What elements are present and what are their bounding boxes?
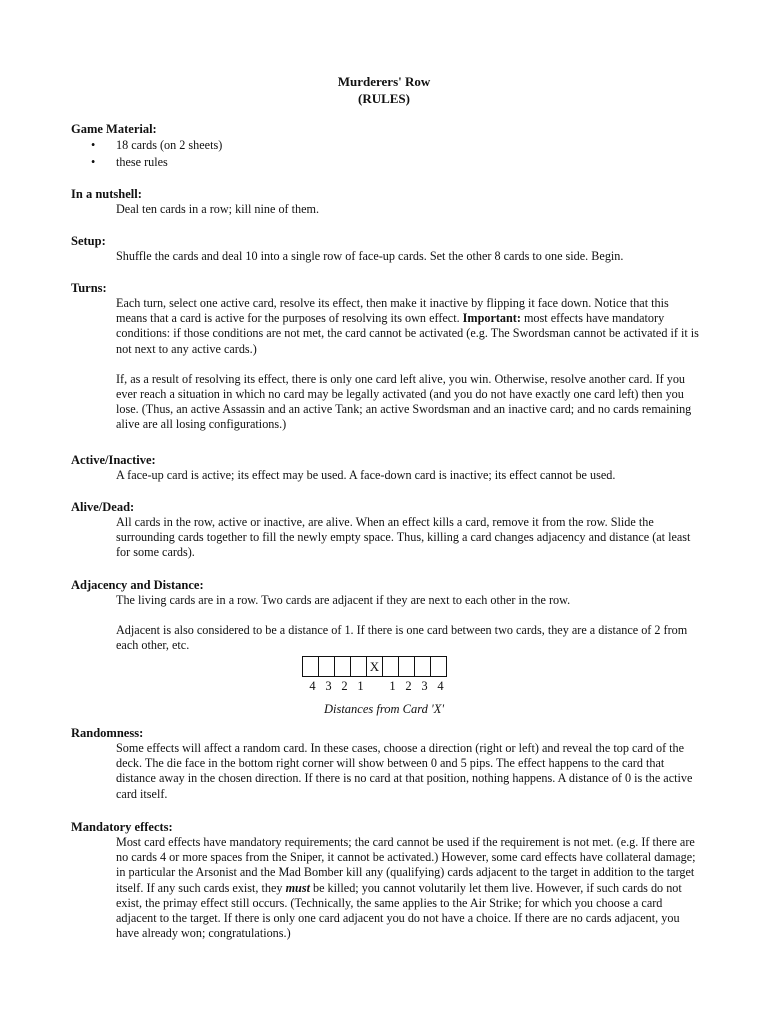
distance-numbers (302, 679, 472, 695)
adjacency-paragraph-1: The living cards are in a row. Two cards are adjacent if they are next to each other in the row. (116, 593, 571, 607)
bullet-icon: • (91, 155, 96, 169)
material-list (71, 137, 701, 171)
section-setup (71, 233, 701, 264)
distance-label: 1 (357, 679, 364, 693)
section-adjacency (71, 577, 701, 654)
distance-diagram (302, 656, 447, 693)
section-randomness (71, 725, 701, 802)
list-item: • 18 cards (on 2 sheets) (91, 138, 223, 152)
section-turns (71, 280, 701, 433)
diagram-cell (398, 656, 415, 677)
nutshell-text: Deal ten cards in a row; kill nine of them. (116, 202, 320, 216)
diagram-cell (414, 656, 431, 677)
heading-game-material: Game Material: (71, 122, 157, 136)
diagram-cell (382, 656, 399, 677)
section-game-material (71, 121, 701, 171)
section-nutshell (71, 186, 701, 217)
section-active-inactive (71, 452, 701, 483)
heading-randomness: Randomness: (71, 726, 144, 740)
heading-nutshell: In a nutshell: (71, 187, 142, 201)
heading-active-inactive: Active/Inactive: (71, 453, 156, 467)
turns-paragraph-2: If, as a result of resolving its effect, there is only one card left alive, you win. Otherwise, resolve another card. If you ever reach a situation in which no card may be legally activated (and you do not have exactly one card left) then you lose. (Thus, an active Assassin and an active Tank; an active Swordsman and an inactive card; and no cards remaining alive are all losing configurations.) (116, 371, 692, 432)
active-text: A face-up card is active; its effect may be used. A face-down card is inactive; its effect cannot be used. (116, 468, 616, 482)
diagram-cell (334, 656, 351, 677)
diagram-cell: X (366, 656, 383, 677)
doc-title: Murderers' Row (337, 74, 431, 89)
distance-label: 4 (437, 679, 444, 693)
heading-setup: Setup: (71, 234, 106, 248)
bullet-icon: • (91, 138, 96, 152)
heading-turns: Turns: (71, 281, 107, 295)
heading-adjacency: Adjacency and Distance: (71, 578, 204, 592)
distance-label: 4 (309, 679, 316, 693)
card-row (302, 656, 447, 677)
turns-paragraph-1: Each turn, select one active card, resolve its effect, then make it inactive by flipping it face down. Notice that this means that a card is active for the purposes of resolving its own effect. Important: most effects have mandatory conditions: if those conditions are not met, the card cannot be activated (e.g. The Swordsman cannot be activated if it is not next to any active cards.) (116, 296, 699, 356)
diagram-cell (430, 656, 447, 677)
diagram-cell (302, 656, 319, 677)
section-mandatory (71, 819, 701, 941)
heading-alive-dead: Alive/Dead: (71, 500, 135, 514)
alive-text: All cards in the row, active or inactive, are alive. When an effect kills a card, remove it from the row. Slide the surrounding cards together to fill the newly empty space. Thus, killing a card changes adjacency and distance (at least for some cards). (116, 515, 691, 560)
mandatory-text: Most card effects have mandatory requirements; the card cannot be used if the requirement is not met. (e.g. If there are no cards 4 or more spaces from the Sniper, it cannot be activated.) However, some card effects have collateral damage; in particular the Arsonist and the Mad Bomber kill any (qualifying) cards adjacent to the target in addition to the target itself. If any such cards exist, they must be killed; you cannot volutarily let them live. However, if such cards do not exist, the primay effect still occurs. (Technically, the same applies to the Air Strike; for which you choose a card adjacent to the target. If there is only one card adjacent you do not have a choice. If there are no cards adjacent, you have already won; congratulations.) (116, 835, 696, 941)
setup-text: Shuffle the cards and deal 10 into a single row of face-up cards. Set the other 8 cards to one side. Begin. (116, 249, 624, 263)
heading-mandatory: Mandatory effects: (71, 820, 173, 834)
distance-label: 3 (325, 679, 332, 693)
doc-subtitle: (RULES) (357, 91, 410, 106)
adjacency-paragraph-2: Adjacent is also considered to be a distance of 1. If there is one card between two cards, they are a distance of 2 from each other, etc. (116, 623, 688, 653)
important-label: Important: (462, 311, 521, 326)
distance-label: 2 (341, 679, 348, 693)
section-alive-dead (71, 499, 701, 561)
distance-label: 1 (389, 679, 396, 693)
distance-label: 2 (405, 679, 412, 693)
must-emphasis: must (285, 880, 310, 895)
diagram-cell (350, 656, 367, 677)
list-item: • these rules (91, 155, 168, 169)
distance-label: 3 (421, 679, 428, 693)
diagram-caption: Distances from Card 'X' (323, 702, 445, 716)
randomness-text: Some effects will affect a random card. In these cases, choose a direction (right or left) and reveal the top card of the deck. The die face in the bottom right corner will show between 0 and 5 pips. The effect happens to the card that distance away in the chosen direction. If there is no card at that position, nothing happens. A distance of 0 is the active card itself. (116, 741, 693, 801)
diagram-cell (318, 656, 335, 677)
